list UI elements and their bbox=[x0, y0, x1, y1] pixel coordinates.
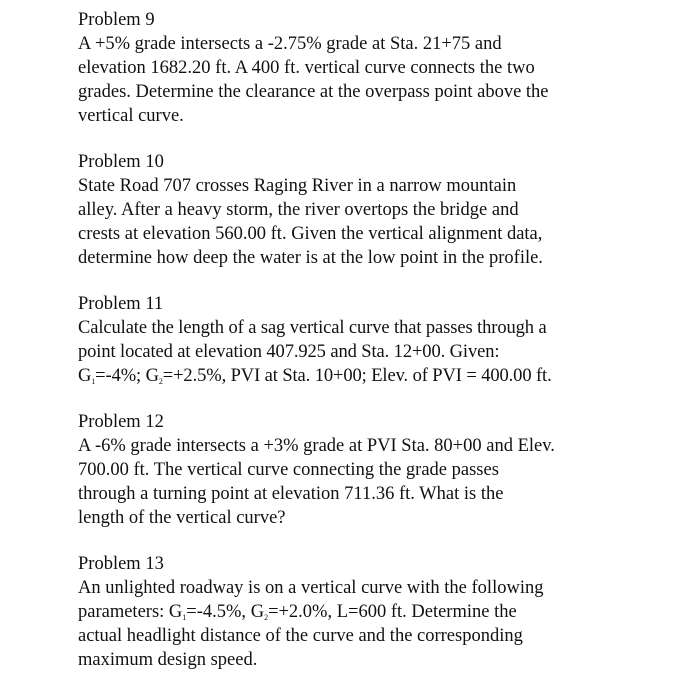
problem-10-text bbox=[78, 174, 638, 270]
problem-10-line: determine how deep the water is at the low point in the profile. bbox=[78, 248, 543, 268]
problem-9 bbox=[78, 8, 638, 128]
grade-g1-symbol: G bbox=[168, 602, 183, 622]
problem-13-params-line bbox=[78, 600, 638, 624]
problem-10-line: State Road 707 crosses Raging River in a narrow mountain bbox=[78, 176, 517, 196]
grade-g2-value: =+2.0%, L=600 ft. Determine the bbox=[268, 602, 517, 622]
grade-g1-subscript: 1 bbox=[91, 377, 96, 386]
problem-9-text bbox=[78, 32, 638, 128]
problem-10-line: alley. After a heavy storm, the river overtops the bridge and bbox=[78, 200, 519, 220]
problem-12 bbox=[78, 410, 638, 530]
problem-13-title: Problem 13 bbox=[78, 554, 164, 574]
problem-9-line: vertical curve. bbox=[78, 106, 184, 126]
problem-10 bbox=[78, 150, 638, 270]
grade-g2-symbol: G bbox=[250, 602, 265, 622]
problem-12-line: through a turning point at elevation 711.36 ft. What is the bbox=[78, 484, 504, 504]
problem-12-text bbox=[78, 434, 638, 530]
problem-9-title: Problem 9 bbox=[78, 10, 155, 30]
problem-12-line: length of the vertical curve? bbox=[78, 508, 286, 528]
problem-11 bbox=[78, 292, 638, 388]
problem-9-line: A +5% grade intersects a -2.75% grade at Sta. 21+75 and bbox=[78, 34, 502, 54]
problem-11-line: point located at elevation 407.925 and Sta. 12+00. Given: bbox=[78, 342, 500, 362]
problem-10-line: crests at elevation 560.00 ft. Given the vertical alignment data, bbox=[78, 224, 543, 244]
grade-g2-value: =+2.5%, PVI at Sta. 10+00; Elev. of PVI = 400.00 ft. bbox=[162, 366, 552, 386]
grade-g1-value: =-4%; bbox=[95, 366, 146, 386]
problem-13-line: actual headlight distance of the curve and the corresponding bbox=[78, 626, 523, 646]
problem-9-line: grades. Determine the clearance at the overpass point above the bbox=[78, 82, 549, 102]
grade-g2-subscript: 2 bbox=[158, 377, 163, 386]
grade-g2-subscript: 2 bbox=[264, 613, 269, 622]
problem-12-line: 700.00 ft. The vertical curve connecting the grade passes bbox=[78, 460, 499, 480]
problem-13-line: maximum design speed. bbox=[78, 650, 258, 670]
problem-12-title: Problem 12 bbox=[78, 412, 164, 432]
grade-g2-symbol: G bbox=[145, 366, 159, 386]
problem-13 bbox=[78, 552, 638, 672]
grade-g1-subscript: 1 bbox=[182, 613, 187, 622]
problem-sheet bbox=[78, 8, 638, 694]
grade-g1-symbol: G bbox=[78, 366, 92, 386]
problem-11-title: Problem 11 bbox=[78, 294, 164, 314]
problem-13-text bbox=[78, 576, 638, 672]
problem-13-line: An unlighted roadway is on a vertical curve with the following bbox=[78, 578, 544, 598]
grade-g1-value: =-4.5%, bbox=[186, 602, 251, 622]
problem-11-line: Calculate the length of a sag vertical curve that passes through a bbox=[78, 318, 547, 338]
problem-10-title: Problem 10 bbox=[78, 152, 164, 172]
problem-9-line: elevation 1682.20 ft. A 400 ft. vertical curve connects the two bbox=[78, 58, 535, 78]
params-lead: parameters: bbox=[78, 602, 169, 622]
problem-11-given-line bbox=[78, 364, 638, 388]
problem-12-line: A -6% grade intersects a +3% grade at PVI Sta. 80+00 and Elev. bbox=[78, 436, 555, 456]
problem-11-text bbox=[78, 316, 638, 388]
